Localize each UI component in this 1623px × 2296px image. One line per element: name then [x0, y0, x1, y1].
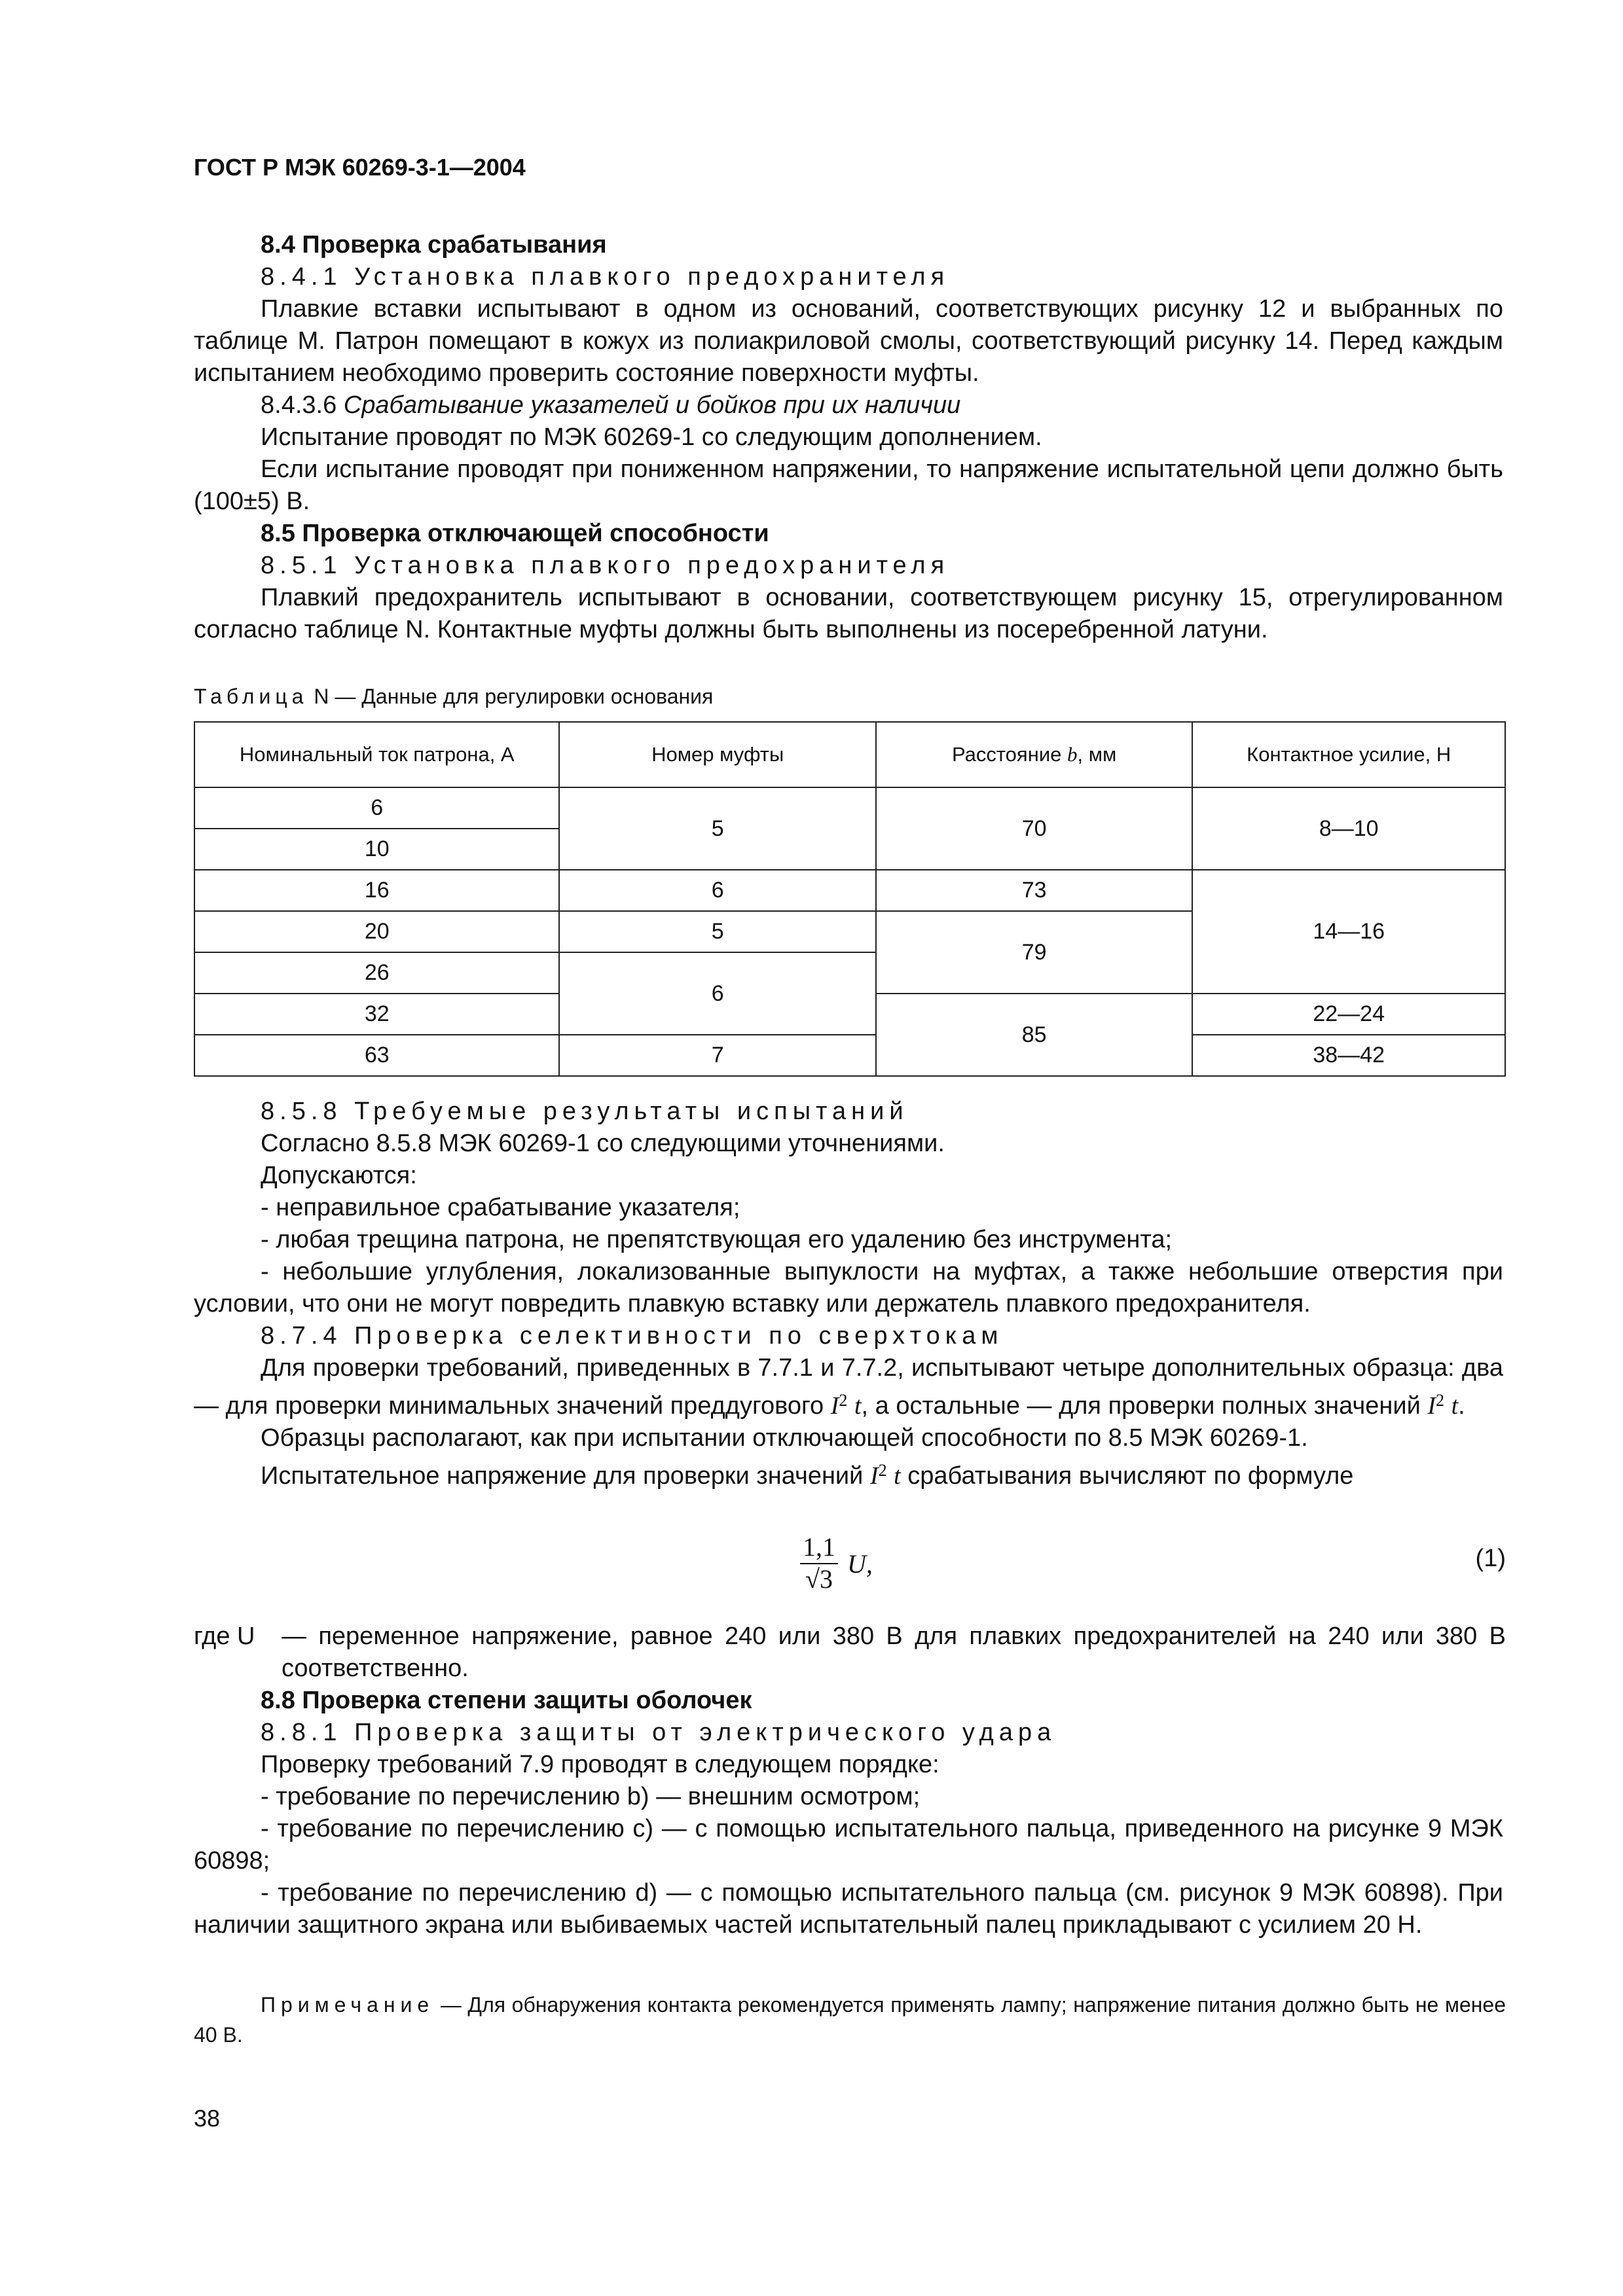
section-title: 8.4 Проверка срабатывания	[261, 231, 607, 259]
note-text: — Для обнаружения контакта рекомендуется применять лампу; напряжение питания должно быть не менее 40 В.	[194, 1993, 1506, 2047]
math-exponent: 2	[839, 1391, 848, 1410]
math-symbol: I	[1427, 1392, 1436, 1420]
text-run: , а остальные — для проверки полных значений	[861, 1392, 1428, 1420]
note-label: Примечание	[261, 1993, 435, 2017]
list-item: - требование по перечислению c) — с помощью испытательного пальца, приведенного на рисунке 9 МЭК 60898;	[194, 1815, 1503, 1874]
sleeve-cell: 6	[559, 870, 875, 911]
table-row	[194, 870, 1505, 911]
sleeve-cell: 6	[559, 952, 875, 1035]
subsection-number: 8.4.3.6	[261, 391, 337, 419]
column-header: Номинальный ток патрона, А	[194, 722, 559, 787]
table-caption	[194, 685, 713, 709]
paragraph: Плавкие вставки испытывают в одном из оснований, соответствующих рисунку 12 и выбранных по таблице М. Патрон помещают в кожух из полиакриловой смолы, соответствующий рисунку 14. Перед каждым испытанием необходимо проверить состояние поверхности муфты.	[194, 295, 1503, 387]
force-cell: 38—42	[1192, 1035, 1505, 1076]
section-title: 8.8 Проверка степени защиты оболочек	[261, 1687, 752, 1714]
formula-fraction	[800, 1533, 838, 1594]
sleeve-cell: 5	[559, 911, 875, 952]
math-symbol: I	[869, 1462, 879, 1490]
math-symbol: t	[1451, 1392, 1459, 1420]
subsection-title: 8.5.8 Требуемые результаты испытаний	[261, 1098, 909, 1125]
sleeve-cell: 7	[559, 1035, 875, 1076]
subsection-title: 8.7.4 Проверка селективности по сверхтокам	[261, 1322, 1004, 1350]
paragraph: Образцы располагают, как при испытании отключающей способности по 8.5 МЭК 60269-1.	[261, 1424, 1308, 1452]
paragraph: Допускаются:	[261, 1162, 417, 1189]
formula-numerator: 1,1	[800, 1533, 838, 1564]
subsection-title: 8.8.1 Проверка защиты от электрического удара	[261, 1719, 1057, 1746]
document-header: ГОСТ Р МЭК 60269-3-1—2004	[194, 154, 526, 181]
force-cell: 14—16	[1192, 870, 1505, 994]
formula-denominator: √3	[805, 1564, 833, 1594]
list-item: - небольшие углубления, локализованные выпуклости на муфтах, а также небольшие отверстия при условии, что они не могут повредить плавкую вставку или держатель плавкого предохранителя.	[194, 1258, 1503, 1318]
paragraph: Согласно 8.5.8 МЭК 60269-1 со следующими уточнениями.	[261, 1130, 945, 1157]
paragraph	[194, 1352, 1503, 1422]
current-cell: 16	[194, 870, 559, 911]
column-header: Расстояние b, мм	[876, 722, 1193, 787]
section-8-5-8	[194, 1096, 1503, 1492]
subsection-heading	[194, 389, 1503, 422]
text-run: Для проверки требований, приведенных в 7.7.1 и 7.7.2, испытывают четыре дополнительных образца: два — для проверки минимальных значений преддугового	[194, 1354, 1503, 1420]
distance-cell: 73	[876, 870, 1193, 911]
list-item: - требование по перечислению b) — внешним осмотром;	[261, 1783, 921, 1810]
current-cell: 10	[194, 829, 559, 870]
paragraph	[194, 1454, 1503, 1492]
table-caption-text: N — Данные для регулировки основания	[314, 685, 714, 708]
math-symbol: t	[894, 1462, 901, 1490]
list-item: - неправильное срабатывание указателя;	[261, 1194, 740, 1221]
math-exponent: 2	[878, 1461, 887, 1480]
paragraph: Проверку требований 7.9 проводят в следующем порядке:	[261, 1751, 939, 1778]
list-item: - любая трещина патрона, не препятствующая его удалению без инструмента;	[261, 1226, 1173, 1253]
table-row	[194, 1035, 1505, 1076]
math-exponent: 2	[1436, 1391, 1445, 1410]
legend-label: где U	[194, 1623, 255, 1650]
subsection-title: 8.4.1 Установка плавкого предохранителя	[261, 263, 950, 291]
current-cell: 6	[194, 787, 559, 829]
subsection-italic-title: Срабатывание указателей и бойков при их наличии	[343, 391, 961, 419]
math-symbol: t	[854, 1392, 862, 1420]
current-cell: 32	[194, 994, 559, 1035]
text-run: срабатывания вычисляют по формуле	[900, 1462, 1354, 1490]
force-cell: 8—10	[1192, 787, 1505, 870]
current-cell: 20	[194, 911, 559, 952]
paragraph: Плавкий предохранитель испытывают в основании, соответствующем рисунку 15, отрегулированном согласно таблице N. Контактные муфты должны быть выполнены из посеребренной латуни.	[194, 584, 1503, 643]
current-cell: 63	[194, 1035, 559, 1076]
distance-cell: 85	[876, 994, 1193, 1076]
section-title: 8.5 Проверка отключающей способности	[261, 520, 769, 547]
paragraph: Если испытание проводят при пониженном напряжении, то напряжение испытательной цепи должно быть (100±5) В.	[194, 456, 1503, 515]
legend-text: — переменное напряжение, равное 240 или 380 В для плавких предохранителей на 240 или 380 В соответственно.	[282, 1623, 1506, 1682]
distance-cell: 70	[876, 787, 1193, 870]
current-cell: 26	[194, 952, 559, 994]
section-8-8	[194, 1685, 1503, 1941]
table-caption-word: Таблица	[194, 685, 308, 708]
column-header: Контактное усилие, Н	[1192, 722, 1505, 787]
math-symbol: I	[830, 1392, 839, 1420]
formula-variable: U,	[847, 1549, 873, 1579]
paragraph: Испытание проводят по МЭК 60269-1 со следующим дополнением.	[261, 423, 1042, 451]
note	[194, 1990, 1506, 2050]
page-number: 38	[194, 2105, 221, 2132]
formula-legend	[194, 1621, 1506, 1685]
distance-cell: 79	[876, 911, 1193, 994]
column-header: Номер муфты	[559, 722, 875, 787]
subsection-title: 8.5.1 Установка плавкого предохранителя	[261, 552, 950, 579]
text-run: .	[1458, 1392, 1465, 1420]
table-row	[194, 787, 1505, 829]
adjustment-table	[194, 721, 1506, 1077]
text-run: Испытательное напряжение для проверки значений	[261, 1462, 870, 1490]
force-cell: 22—24	[1192, 994, 1505, 1035]
section-8-4	[194, 229, 1503, 646]
list-item: - требование по перечислению d) — с помощью испытательного пальца (см. рисунок 9 МЭК 60898). При наличии защитного экрана или выбиваемых частей испытательный палец прикладывают с усилием 20 Н.	[194, 1879, 1503, 1939]
formula	[800, 1533, 873, 1594]
table-header-row	[194, 722, 1505, 787]
formula-number: (1)	[1475, 1545, 1506, 1572]
sleeve-cell: 5	[559, 787, 875, 870]
